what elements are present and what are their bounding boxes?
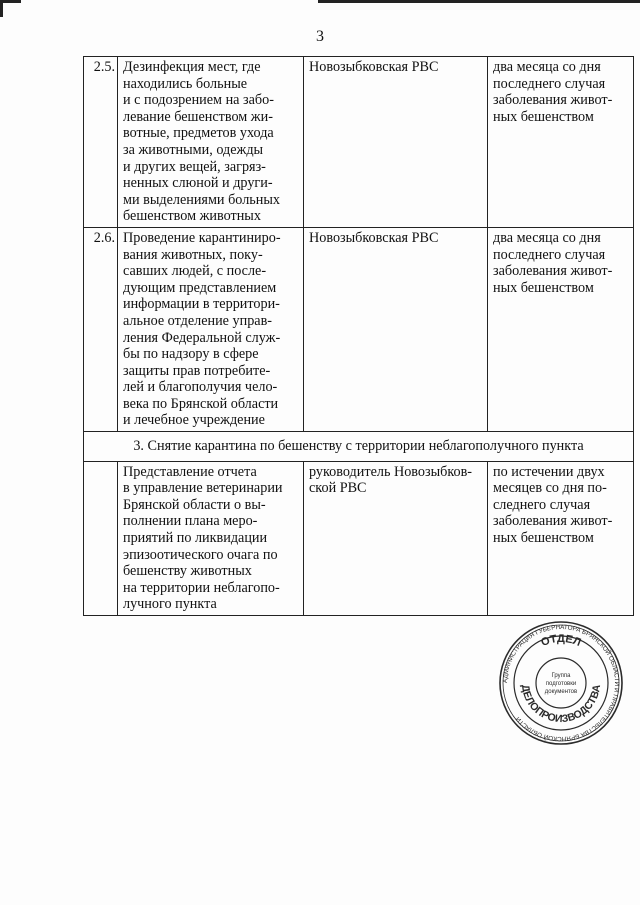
cell-line: ных бешенством <box>493 108 594 125</box>
responsible-cell <box>304 461 488 615</box>
row-number: 2.6. <box>84 227 118 431</box>
cell-line: приятий по ликвидации <box>123 530 268 547</box>
cell-line: на территории неблагопо- <box>123 579 280 596</box>
measure-cell <box>118 227 304 431</box>
section-title: 3. Снятие карантина по бешенству с территории неблагополучного пункта <box>84 432 634 462</box>
deadline-cell <box>488 461 634 615</box>
table-body <box>84 57 634 616</box>
measures-table <box>83 56 634 616</box>
cell-line: следнего случая <box>493 496 591 513</box>
stamp-outer-text: АДМИНИСТРАЦИЯ ГУБЕРНАТОРА БРЯНСКОЙ ОБЛАСТИ И ПРАВИТЕЛЬСТВА БРЯНСКОЙ ОБЛАСТИ <box>501 623 621 743</box>
cell-line: ми выделениями больных <box>123 191 280 208</box>
cell-line: Новозыбковская РВС <box>309 59 439 75</box>
cell-line: левание бешенством жи- <box>123 108 273 125</box>
section-header-row <box>84 432 634 462</box>
cell-line: защиты прав потребите- <box>123 362 271 379</box>
cell-line: ления Федеральной служ- <box>123 329 281 346</box>
row-number <box>84 461 118 615</box>
table-row <box>84 227 634 431</box>
cell-line: Брянской области о вы- <box>123 496 266 513</box>
cell-line: ской РВС <box>309 480 367 497</box>
cell-line: по истечении двух <box>493 463 605 480</box>
top-edge-rule <box>318 0 640 3</box>
cell-line: информации в территори- <box>123 296 280 313</box>
cell-line: бы по надзору в сфере <box>123 346 259 363</box>
cell-line: последнего случая <box>493 75 606 92</box>
cell-line: последнего случая <box>493 246 606 263</box>
cell-line: лей и благополучия чело- <box>123 379 278 396</box>
deadline-cell <box>488 57 634 228</box>
cell-line: и других вещей, загряз- <box>123 158 266 175</box>
scan-corner-mark <box>0 0 21 17</box>
page-number: 3 <box>316 28 324 45</box>
cell-line: два месяца со дня <box>493 229 601 246</box>
responsible-cell <box>304 227 488 431</box>
stamp-center-line: Группа <box>551 673 571 679</box>
cell-line: вания животных, поку- <box>123 246 263 263</box>
stamp-center-line: подготовки <box>545 681 577 687</box>
cell-line: Новозыбковская РВС <box>309 229 439 246</box>
row-number: 2.5. <box>84 57 118 228</box>
cell-line: Проведение карантиниро- <box>123 229 281 246</box>
official-stamp <box>498 620 624 746</box>
deadline-cell <box>488 227 634 431</box>
cell-line: и с подозрением на забо- <box>123 92 274 109</box>
cell-line: Дезинфекция мест, где <box>123 59 261 75</box>
cell-line: месяцев со дня по- <box>493 480 607 497</box>
cell-line: в управление ветеринарии <box>123 480 283 497</box>
cell-line: руководитель Новозыбков- <box>309 463 473 480</box>
table-row <box>84 461 634 615</box>
cell-line: альное отделение управ- <box>123 312 273 329</box>
table-row <box>84 57 634 228</box>
cell-line: савших людей, с после- <box>123 263 267 280</box>
stamp-center-line: документов <box>544 689 578 695</box>
cell-line: за животными, одежды <box>123 141 264 158</box>
cell-line: Представление отчета <box>123 463 257 480</box>
cell-line: ных бешенством <box>493 530 594 547</box>
cell-line: бешенством животных <box>123 208 261 225</box>
cell-line: заболевания живот- <box>493 263 613 280</box>
cell-line: ненных слюной и други- <box>123 175 273 192</box>
cell-line: заболевания живот- <box>493 92 613 109</box>
cell-line: века по Брянской области <box>123 395 279 412</box>
responsible-cell <box>304 57 488 228</box>
stamp-bottom-text: ДЕЛОПРОИЗВОДСТВА <box>518 683 604 726</box>
measure-cell <box>118 57 304 228</box>
cell-line: ных бешенством <box>493 279 594 296</box>
cell-line: лучного пункта <box>123 596 217 613</box>
cell-line: эпизоотического очага по <box>123 546 278 563</box>
cell-line: заболевания живот- <box>493 513 613 530</box>
cell-line: вотные, предметов ухода <box>123 125 274 142</box>
cell-line: два месяца со дня <box>493 59 601 75</box>
cell-line: полнении плана меро- <box>123 513 258 530</box>
cell-line: дующим представлением <box>123 279 277 296</box>
cell-line: бешенству животных <box>123 563 252 580</box>
cell-line: и лечебное учреждение <box>123 412 265 429</box>
measure-cell <box>118 461 304 615</box>
stamp-top-text: ОТДЕЛ <box>539 632 583 649</box>
cell-line: находились больные <box>123 75 248 92</box>
